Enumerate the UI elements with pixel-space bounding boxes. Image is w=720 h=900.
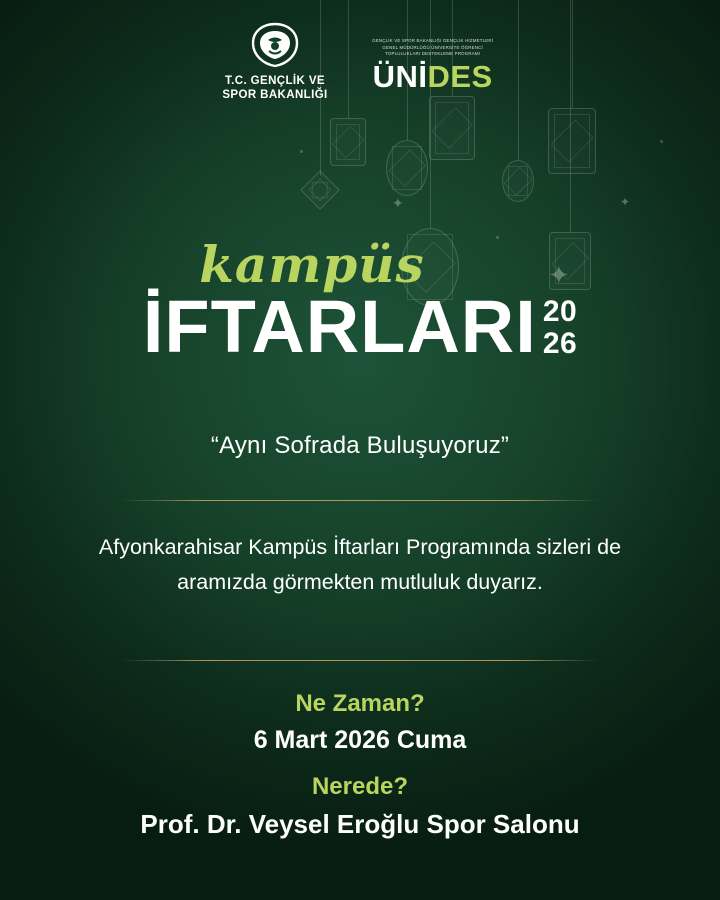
where-value: Prof. Dr. Veysel Eroğlu Spor Salonu	[140, 809, 580, 839]
ministry-logo-line2: SPOR BAKANLIĞI	[222, 89, 328, 102]
event-details	[0, 690, 720, 840]
poster-title	[0, 235, 720, 368]
unides-subtitle: GENÇLİK VE SPOR BAKANLIĞI GENÇLİK HİZMETLERİ GENEL MÜDÜRLÜĞÜ ÜNİVERSİTE ÖĞRENCİ TOPLULUKLARI DESTEKLEME PROGRAMI	[372, 38, 494, 57]
ministry-logo-line1: T.C. GENÇLİK VE	[225, 75, 325, 87]
divider-bottom	[120, 660, 600, 661]
star-icon: ✦	[392, 195, 404, 211]
unides-word-first: ÜNİ	[372, 58, 428, 94]
title-main-row	[0, 285, 720, 368]
star-icon: ✦	[620, 195, 631, 209]
unides-word-second: DES	[427, 58, 493, 94]
ministry-logo	[222, 22, 327, 103]
star-icon: ✦	[548, 260, 570, 290]
light-dot-icon	[660, 140, 663, 143]
where-label: Nerede?	[311, 773, 409, 800]
title-main-word: İFTARLARI	[142, 285, 537, 368]
title-script-word: kampüs	[199, 235, 425, 294]
divider-top	[120, 500, 600, 501]
title-year-top: 20	[542, 295, 578, 328]
light-dot-icon	[496, 236, 499, 239]
poster-slogan: “Aynı Sofrada Buluşuyoruz”	[210, 432, 510, 459]
title-year-bottom: 26	[542, 326, 578, 360]
title-year	[543, 296, 577, 359]
poster-body-text: Afyonkarahisar Kampüs İftarları Programında sizleri de aramızda görmekten mutluluk duyarız.	[98, 535, 622, 594]
tc-gsb-crest-icon	[249, 22, 301, 68]
when-value: 6 Mart 2026 Cuma	[253, 726, 467, 754]
unides-wordmark	[372, 58, 493, 94]
light-dot-icon	[300, 150, 303, 153]
header-logos	[0, 22, 720, 103]
unides-logo	[368, 38, 498, 92]
when-label: Ne Zaman?	[295, 690, 425, 717]
